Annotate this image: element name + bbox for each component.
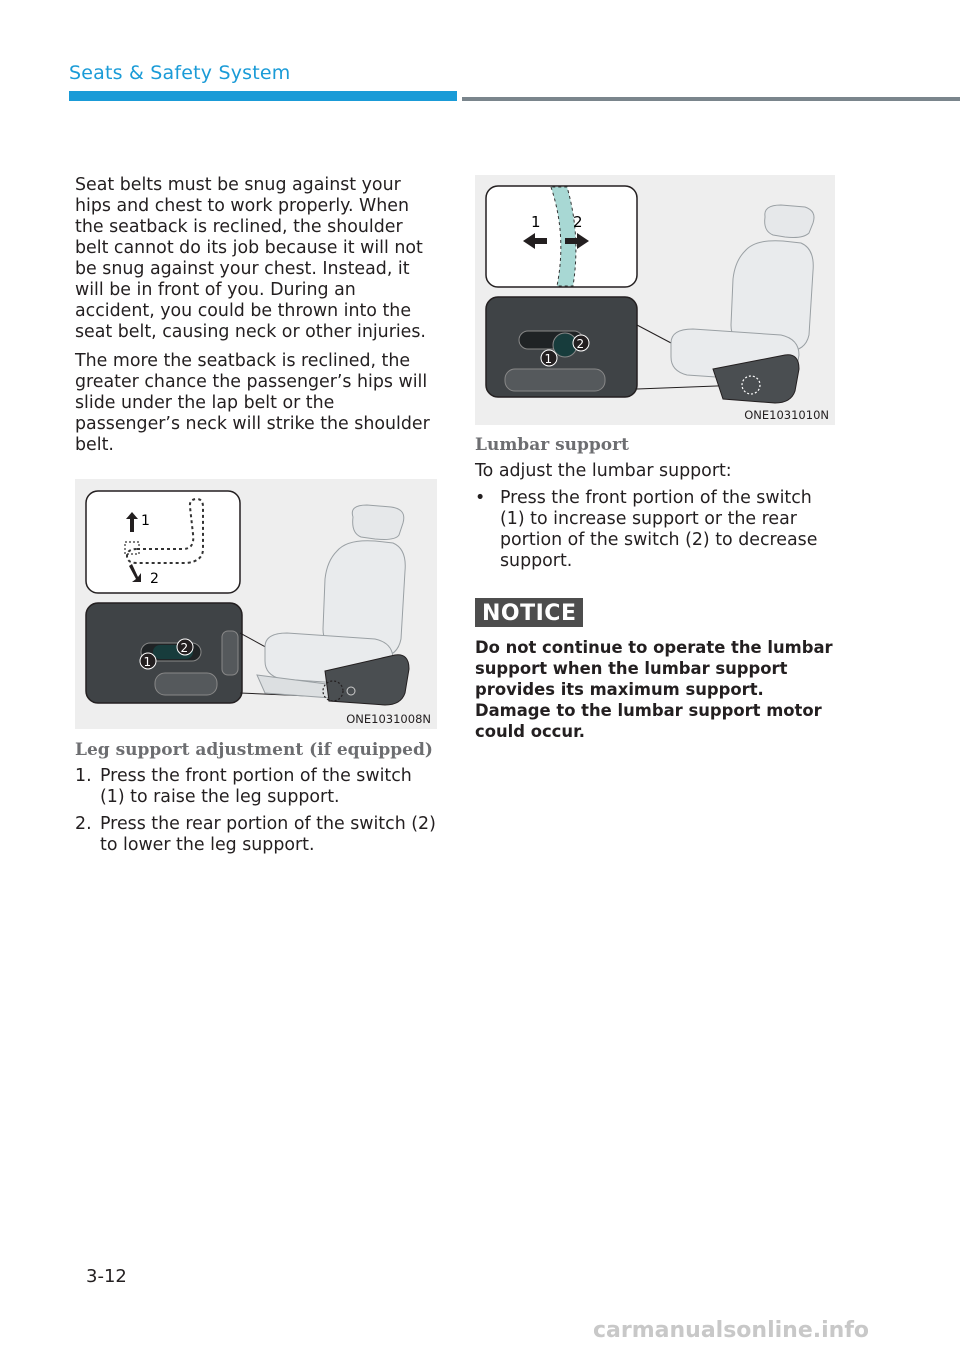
bullet-mark: • — [475, 488, 486, 508]
figure-label-2: 2 — [573, 213, 583, 231]
header-bar-blue — [69, 91, 457, 101]
leg-support-figure — [75, 479, 437, 729]
step-text: Press the rear portion of the switch (2) to lower the leg support. — [100, 814, 436, 855]
leg-support-heading: Leg support adjustment (if equipped) — [75, 740, 433, 760]
watermark: carmanualsonline.info — [593, 1318, 869, 1343]
list-item — [75, 814, 437, 856]
figure-label-1: 1 — [141, 513, 150, 529]
leg-support-illustration — [75, 479, 437, 729]
lumbar-support-illustration — [475, 175, 835, 425]
switch-label-2: 2 — [180, 641, 189, 655]
switch-label-1: 1 — [143, 655, 152, 669]
left-column — [75, 175, 437, 862]
list-item — [75, 766, 437, 808]
figure-code: ONE1031010N — [744, 408, 829, 422]
right-column — [475, 175, 837, 742]
bullet-text: Press the front portion of the switch (1) to increase support or the rear portion of the switch (2) to decrease support. — [500, 488, 818, 571]
switch-label-1: 1 — [544, 352, 553, 366]
step-number: 1. — [75, 766, 92, 786]
figure-label-1: 1 — [531, 213, 541, 231]
step-number: 2. — [75, 814, 92, 834]
header-bar-gray — [462, 97, 960, 101]
section-title: Seats & Safety System — [69, 62, 291, 84]
lumbar-support-heading: Lumbar support — [475, 435, 629, 455]
paragraph: Seat belts must be snug against your hips and chest to work properly. When the seatback is reclined, the shoulder belt cannot do its job because it will not be snug against your chest. Instead, it will be in front of you. During an accident, you could be thrown into the seat belt, causing neck or other injuries. — [75, 175, 426, 342]
lumbar-support-figure — [475, 175, 835, 425]
notice-text: Do not continue to operate the lumbar support when the lumbar support provides its maximum support. Damage to the lumbar support motor could occur. — [475, 638, 833, 741]
list-item — [475, 488, 837, 572]
switch-label-2: 2 — [576, 337, 585, 351]
step-text: Press the front portion of the switch (1) to raise the leg support. — [100, 766, 412, 807]
notice-badge: NOTICE — [475, 598, 583, 627]
paragraph: The more the seatback is reclined, the greater chance the passenger’s hips will slide under the lap belt or the passenger’s neck will strike the shoulder belt. — [75, 351, 430, 455]
figure-label-2: 2 — [150, 571, 159, 587]
lumbar-intro: To adjust the lumbar support: — [475, 461, 732, 481]
leg-support-steps — [75, 766, 437, 856]
figure-code: ONE1031008N — [346, 712, 431, 726]
lumbar-bullets — [475, 488, 837, 572]
page-number: 3-12 — [86, 1266, 127, 1287]
